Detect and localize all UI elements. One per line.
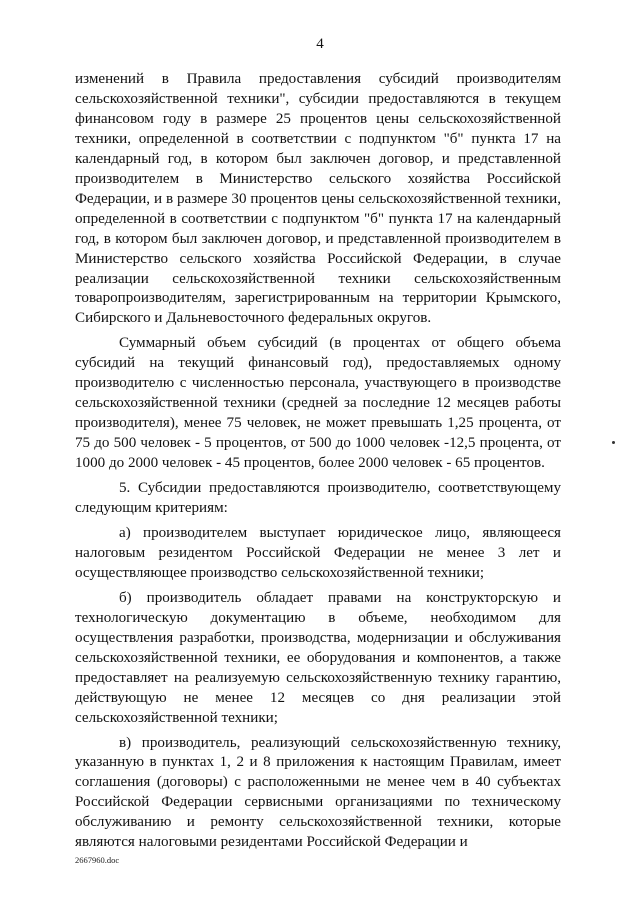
paragraph-criteria-intro: 5. Субсидии предоставляются производителю, соответствующему следующим критериям:: [75, 480, 561, 517]
paragraph-criterion-b: б) производитель обладает правами на конструкторскую и технологическую документацию в объеме, необходимом для осуществления разработки, производства, модернизации и обслуживания сельскохозяйственной техники, ее оборудования и компонентов, а также предоставляет на реализуемую сельскохозяйственную технику гарантию, действующую не менее 12 месяцев со дня реализации этой сельскохозяйственной техники;: [75, 589, 561, 726]
scan-speck: [612, 441, 615, 444]
paragraph-subsidy-volume: Суммарный объем субсидий (в процентах от общего объема субсидий на текущий финансовый год), предоставляемых одному производителю с численностью персонала, участвующего в производстве сельскохозяйственной техники (средней за последние 12 месяцев работы производителя), менее 75 человек, не может превышать 1,25 процента, от 75 до 500 человек - 5 процентов, от 500 до 1000 человек -12,5 процента, от 1000 до 2000 человек - 45 процентов, более 2000 человек - 65 процентов.: [75, 335, 561, 472]
document-body: [75, 70, 561, 853]
paragraph-criterion-v: в) производитель, реализующий сельскохозяйственную технику, указанную в пунктах 1, 2 и 8 приложения к настоящим Правилам, имеет соглашения (договоры) с расположенными не менее чем в 40 субъектах Российской Федерации сервисными организациями по техническому обслуживанию и ремонту сельскохозяйственной техники, которые являются налоговыми резидентами Российской Федерации и: [75, 734, 561, 851]
document-footer: 2667960.doc: [75, 855, 120, 865]
page-number: 4: [316, 36, 324, 52]
paragraph-criterion-a: а) производителем выступает юридическое лицо, являющееся налоговым резидентом Российской Федерации не менее 3 лет и осуществляющее производство сельскохозяйственной техники;: [75, 524, 561, 581]
paragraph-continuation: изменений в Правила предоставления субсидий производителям сельскохозяйственной техники", субсидии предоставляются в текущем финансовом году в размере 25 процентов цены сельскохозяйственной техники, определенной в соответствии с подпунктом "б" пункта 17 на календарный год, в котором был заключен договор, и представленной производителем в Министерство сельского хозяйства Российской Федерации, и в размере 30 процентов цены сельскохозяйственной техники, определенной в соответствии с подпунктом "б" пункта 17 на календарный год, в котором был заключен договор, и представленной производителем в Министерство сельского хозяйства Российской Федерации, в случае реализации сельскохозяйственной техники сельскохозяйственным товаропроизводителям, зарегистрированным на территории Крымского, Сибирского и Дальневосточного федеральных округов.: [75, 71, 561, 327]
